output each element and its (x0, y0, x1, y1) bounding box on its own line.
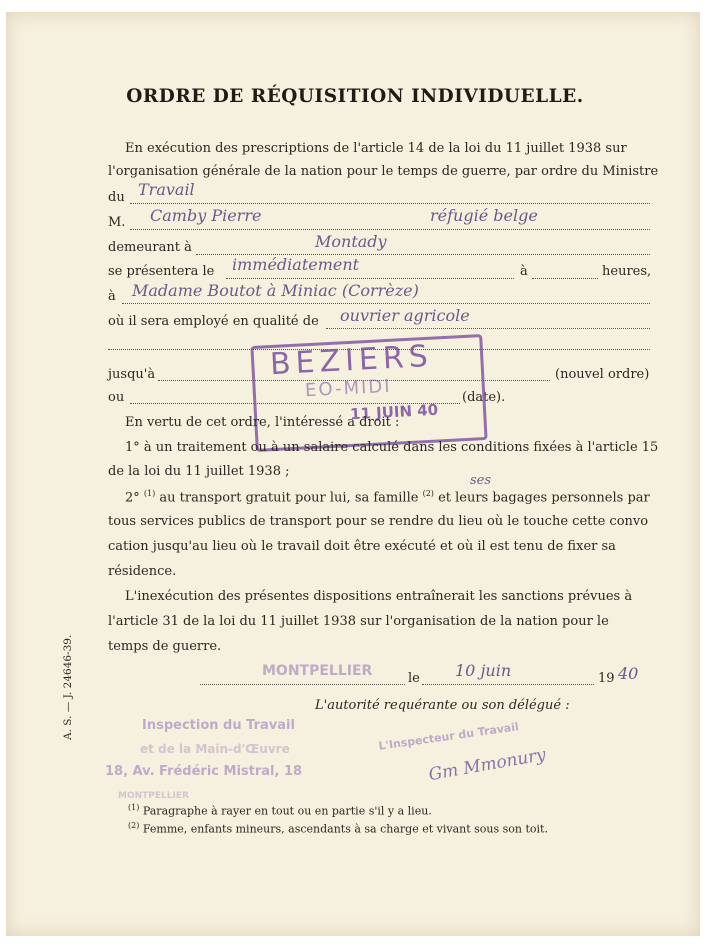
stamp-inspecteur: L'Inspecteur du Travail (377, 720, 520, 753)
date-label: (date). (462, 390, 506, 405)
autorite-label: L'autorité requérante ou son délégué : (315, 698, 570, 713)
hand-refugie: réfugié belge (430, 206, 538, 225)
hand-nom: Camby Pierre (150, 206, 262, 225)
stamp-beziers: BEZIERS (269, 338, 434, 383)
item2-line-d: résidence. (108, 564, 177, 579)
stamp-eo-midi: EO-MIDI (304, 375, 393, 402)
du-label: du (108, 190, 125, 205)
hand-date-jour: 10 juin (455, 661, 512, 680)
qualite-line (326, 328, 650, 329)
ministre-line (130, 203, 650, 204)
hand-date: immédiatement (232, 255, 360, 274)
item2-line-c: cation jusqu'au lieu où le travail doit être exécuté et où il est tenu de fixer sa (108, 539, 616, 554)
item2-line-a: 2° $^{(1)}$ au transport gratuit pour lui, sa famille $^{(2)}$ et leurs bagages personnels par (125, 489, 650, 506)
hand-ministre: Travail (138, 180, 195, 199)
lieu-line (122, 303, 650, 304)
m-label: M. (108, 215, 126, 230)
a2-label: à (108, 289, 116, 304)
hand-qualite: ouvrier agricole (340, 306, 470, 325)
jusqua-label: jusqu'à (108, 367, 156, 382)
nouvel-ordre-label: (nouvel ordre) (555, 367, 650, 382)
year-prefix: 19 (598, 671, 615, 686)
day-line (422, 684, 594, 685)
hand-superscript: ses (470, 473, 492, 488)
intro-line-2: l'organisation générale de la nation pour le temps de guerre, par ordre du Ministre (108, 164, 659, 179)
inexec-line-1: L'inexécution des présentes dispositions entraînerait les sanctions prévues à (125, 589, 633, 604)
stamp-date: 11 JUIN 40 (349, 400, 439, 424)
heures-label: heures, (602, 264, 652, 279)
employe-label: où il sera employé en qualité de (108, 314, 319, 329)
name-line (130, 229, 650, 230)
signature: Gm Mmonury (427, 744, 548, 786)
a-label: à (520, 264, 528, 279)
vertu-line: En vertu de cet ordre, l'intéressé a droit : (125, 415, 400, 430)
place-line (200, 684, 405, 685)
le-label: le (408, 671, 420, 686)
stamp-insp-3: 18, Av. Frédéric Mistral, 18 (105, 764, 303, 779)
date-line (226, 278, 514, 279)
presentera-label: se présentera le (108, 264, 215, 279)
stamp-montpellier: MONTPELLIER (262, 663, 373, 679)
inexec-line-3: temps de guerre. (108, 639, 222, 654)
item1-line-b: de la loi du 11 juillet 1938 ; (108, 464, 290, 479)
hand-lieu: Madame Boutot à Miniac (Corrèze) (132, 281, 419, 300)
hand-demeurant: Montady (315, 232, 387, 251)
heure-line (532, 278, 598, 279)
document-title: ORDRE DE RÉQUISITION INDIVIDUELLE. (126, 86, 584, 107)
side-code: A. S. — J. 24646-39. (62, 634, 74, 740)
ou-label: ou (108, 390, 125, 405)
stamp-insp-2: et de la Main-d'Œuvre (140, 742, 290, 756)
item1-line-a: 1° à un traitement ou à un salaire calculé dans les conditions fixées à l'article 15 (125, 440, 659, 455)
stamp-insp-1: Inspection du Travail (142, 718, 295, 733)
stamp-insp-4: MONTPELLIER (118, 791, 189, 801)
intro-line-1: En exécution des prescriptions de l'article 14 de la loi du 11 juillet 1938 sur (125, 141, 627, 156)
footnote-1: $^{(1)}$ Paragraphe à rayer en tout ou en partie s'il y a lieu. (128, 803, 432, 818)
hand-year: 40 (618, 664, 639, 683)
inexec-line-2: l'article 31 de la loi du 11 juillet 1938 sur l'organisation de la nation pour le (108, 614, 609, 629)
demeurant-label: demeurant à (108, 240, 192, 255)
item2-line-b: tous services publics de transport pour se rendre du lieu où le touche cette convo (108, 514, 649, 529)
footnote-2: $^{(2)}$ Femme, enfants mineurs, ascendants à sa charge et vivant sous son toit. (128, 821, 548, 836)
